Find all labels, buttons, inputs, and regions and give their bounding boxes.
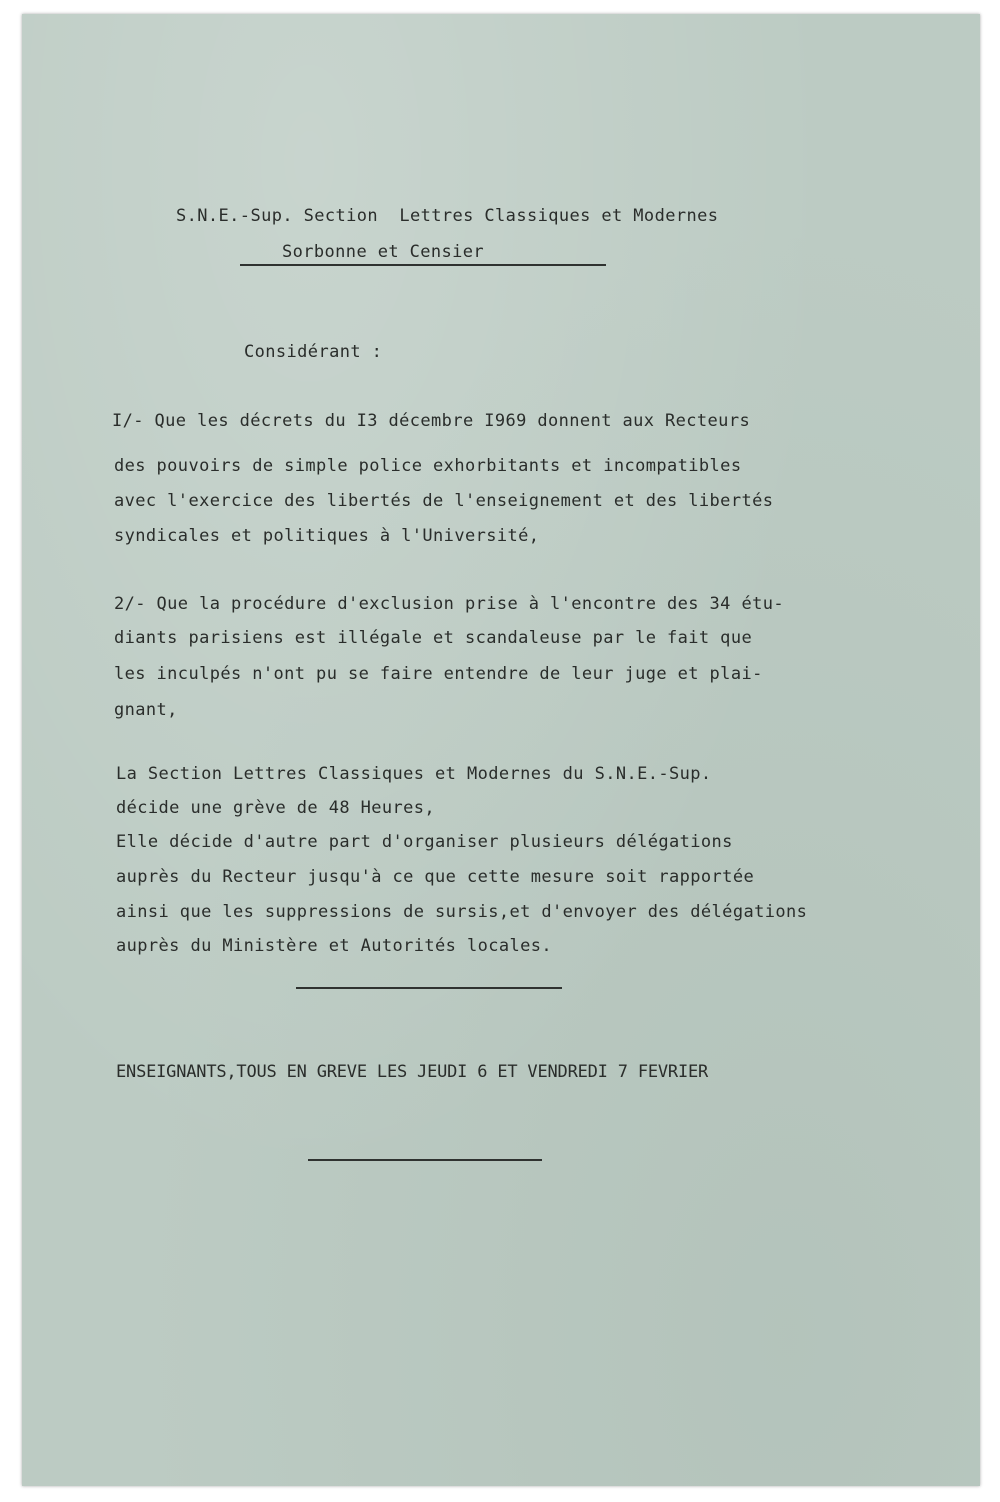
decision-line1: La Section Lettres Classiques et Modernes du S.N.E.-Sup. — [116, 764, 712, 784]
bottom-divider — [308, 1159, 542, 1161]
item1-line3: avec l'exercice des libertés de l'enseignement et des libertés — [114, 491, 774, 511]
decision-line5: ainsi que les suppressions de sursis,et d'envoyer des délégations — [116, 902, 808, 922]
decision-line2: décide une grève de 48 Heures, — [116, 798, 436, 818]
decision-line6: auprès du Ministère et Autorités locales. — [116, 936, 553, 956]
item1-line4: syndicales et politiques à l'Université, — [114, 526, 540, 546]
item2-line2: diants parisiens est illégale et scandaleuse par le fait que — [114, 628, 753, 648]
middle-divider — [296, 987, 562, 989]
header-title: S.N.E.-Sup. Section Lettres Classiques et Modernes — [176, 206, 719, 226]
header-divider — [240, 264, 606, 266]
header-subtitle: Sorbonne et Censier — [282, 242, 485, 262]
considerant-heading: Considérant : — [244, 342, 383, 362]
decision-line4: auprès du Recteur jusqu'à ce que cette mesure soit rapportée — [116, 867, 755, 887]
item2-line4: gnant, — [114, 700, 178, 720]
item2-line1: 2/- Que la procédure d'exclusion prise à l'encontre des 34 étu- — [114, 594, 784, 614]
item1-line2: des pouvoirs de simple police exhorbitants et incompatibles — [114, 456, 742, 476]
item2-line3: les inculpés n'ont pu se faire entendre de leur juge et plai- — [114, 664, 763, 684]
document-sheet — [22, 14, 980, 1486]
strike-slogan: ENSEIGNANTS,TOUS EN GREVE LES JEUDI 6 ET VENDREDI 7 FEVRIER — [116, 1062, 709, 1082]
item1-line1: I/- Que les décrets du I3 décembre I969 donnent aux Recteurs — [112, 411, 751, 431]
decision-line3: Elle décide d'autre part d'organiser plusieurs délégations — [116, 832, 733, 852]
